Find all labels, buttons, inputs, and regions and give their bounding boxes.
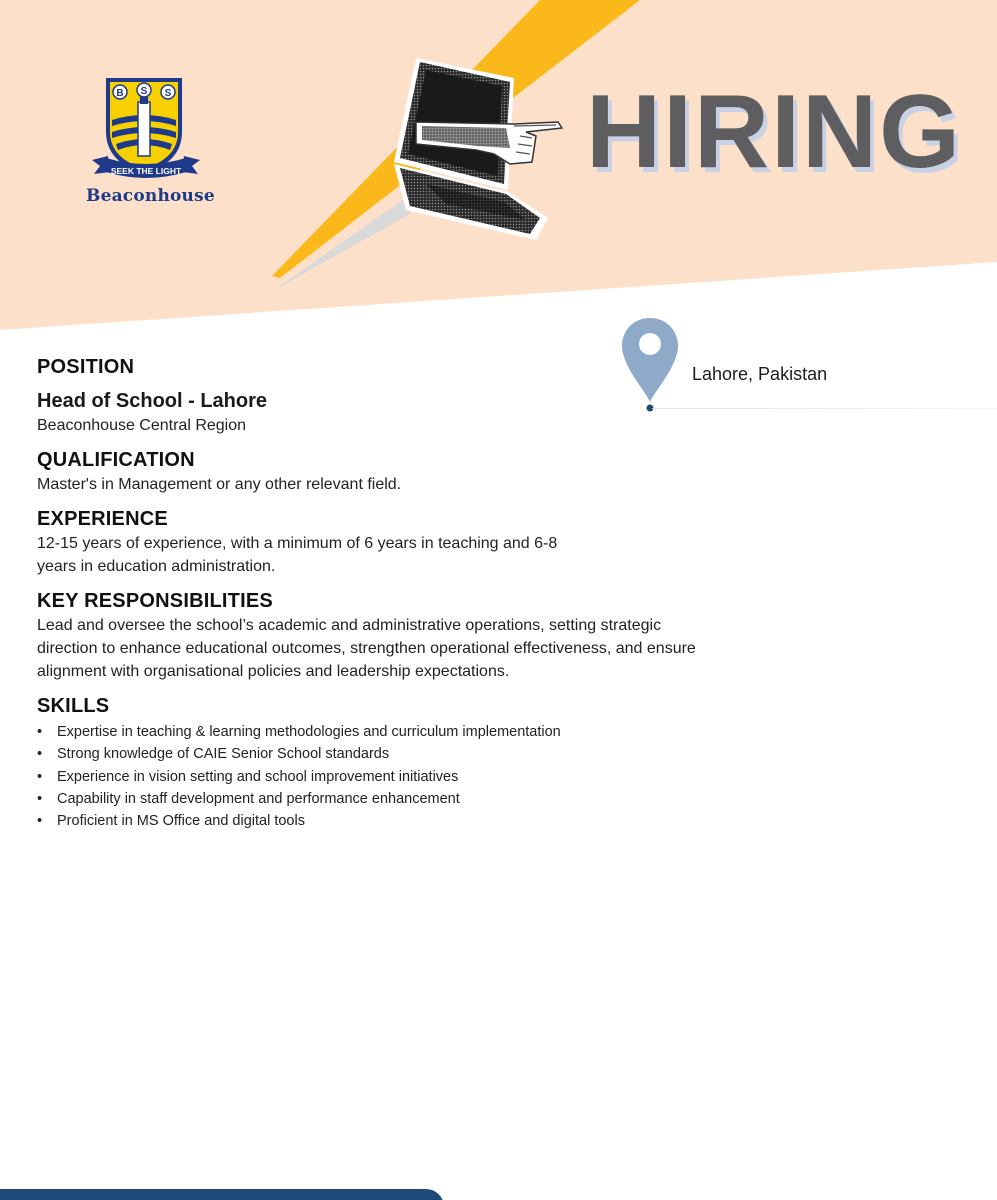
responsibilities-heading: KEY RESPONSIBILITIES: [37, 590, 273, 612]
responsibilities-text-line-1: Lead and oversee the school’s academic and administrative operations, setting strategic: [37, 617, 662, 634]
skill-text: Capability in staff development and performance enhancement: [57, 790, 460, 807]
qualification-heading: QUALIFICATION: [37, 449, 195, 471]
skill-text: Experience in vision setting and school improvement initiatives: [57, 768, 459, 785]
crest-letter-2: S: [140, 86, 148, 97]
experience-text-line-2: years in education administration.: [37, 558, 276, 575]
skills-list: [37, 721, 737, 832]
skill-text: Strong knowledge of CAIE Senior School standards: [57, 746, 390, 763]
hiring-headline: HIRING: [586, 74, 962, 190]
footer-bar: [0, 1189, 444, 1200]
laptop-pointing-hand-illustration: [386, 52, 572, 244]
list-item: [37, 766, 737, 788]
responsibilities-text-line-2: direction to enhance educational outcomes, strengthen operational effectiveness, and ensure: [37, 640, 696, 657]
location-label: Lahore, Pakistan: [692, 364, 828, 384]
qualification-text: Master's in Management or any other relevant field.: [37, 476, 402, 493]
school-crest-icon: [86, 74, 206, 186]
skills-heading: SKILLS: [37, 695, 110, 717]
crest-ribbon-text: SEEK THE LIGHT: [110, 166, 182, 176]
bullet-icon: •: [37, 790, 43, 807]
list-item: [37, 810, 737, 832]
crest-letter-3: S: [164, 88, 172, 99]
skill-text: Expertise in teaching & learning methodologies and curriculum implementation: [57, 724, 561, 740]
brand-wordmark: Beaconhouse: [86, 186, 215, 206]
beaconhouse-logo: [86, 74, 215, 214]
list-item: [37, 788, 737, 810]
role-title: Head of School - Lahore: [37, 390, 268, 412]
skill-text: Proficient in MS Office and digital tools: [57, 813, 305, 830]
list-item: [37, 721, 737, 743]
experience-text-line-1: 12-15 years of experience, with a minimum of 6 years in teaching and 6-8: [37, 535, 558, 552]
bullet-icon: •: [37, 813, 43, 830]
bullet-icon: •: [37, 724, 43, 740]
bullet-icon: •: [37, 768, 43, 785]
experience-heading: EXPERIENCE: [37, 508, 168, 530]
responsibilities-text-line-3: alignment with organisational policies and leadership expectations.: [37, 663, 510, 680]
job-details: [37, 354, 737, 832]
crest-letter-1: B: [116, 88, 124, 99]
bullet-icon: •: [37, 746, 43, 763]
list-item: [37, 743, 737, 765]
position-heading: POSITION: [37, 356, 135, 378]
region-text: Beaconhouse Central Region: [37, 417, 247, 434]
